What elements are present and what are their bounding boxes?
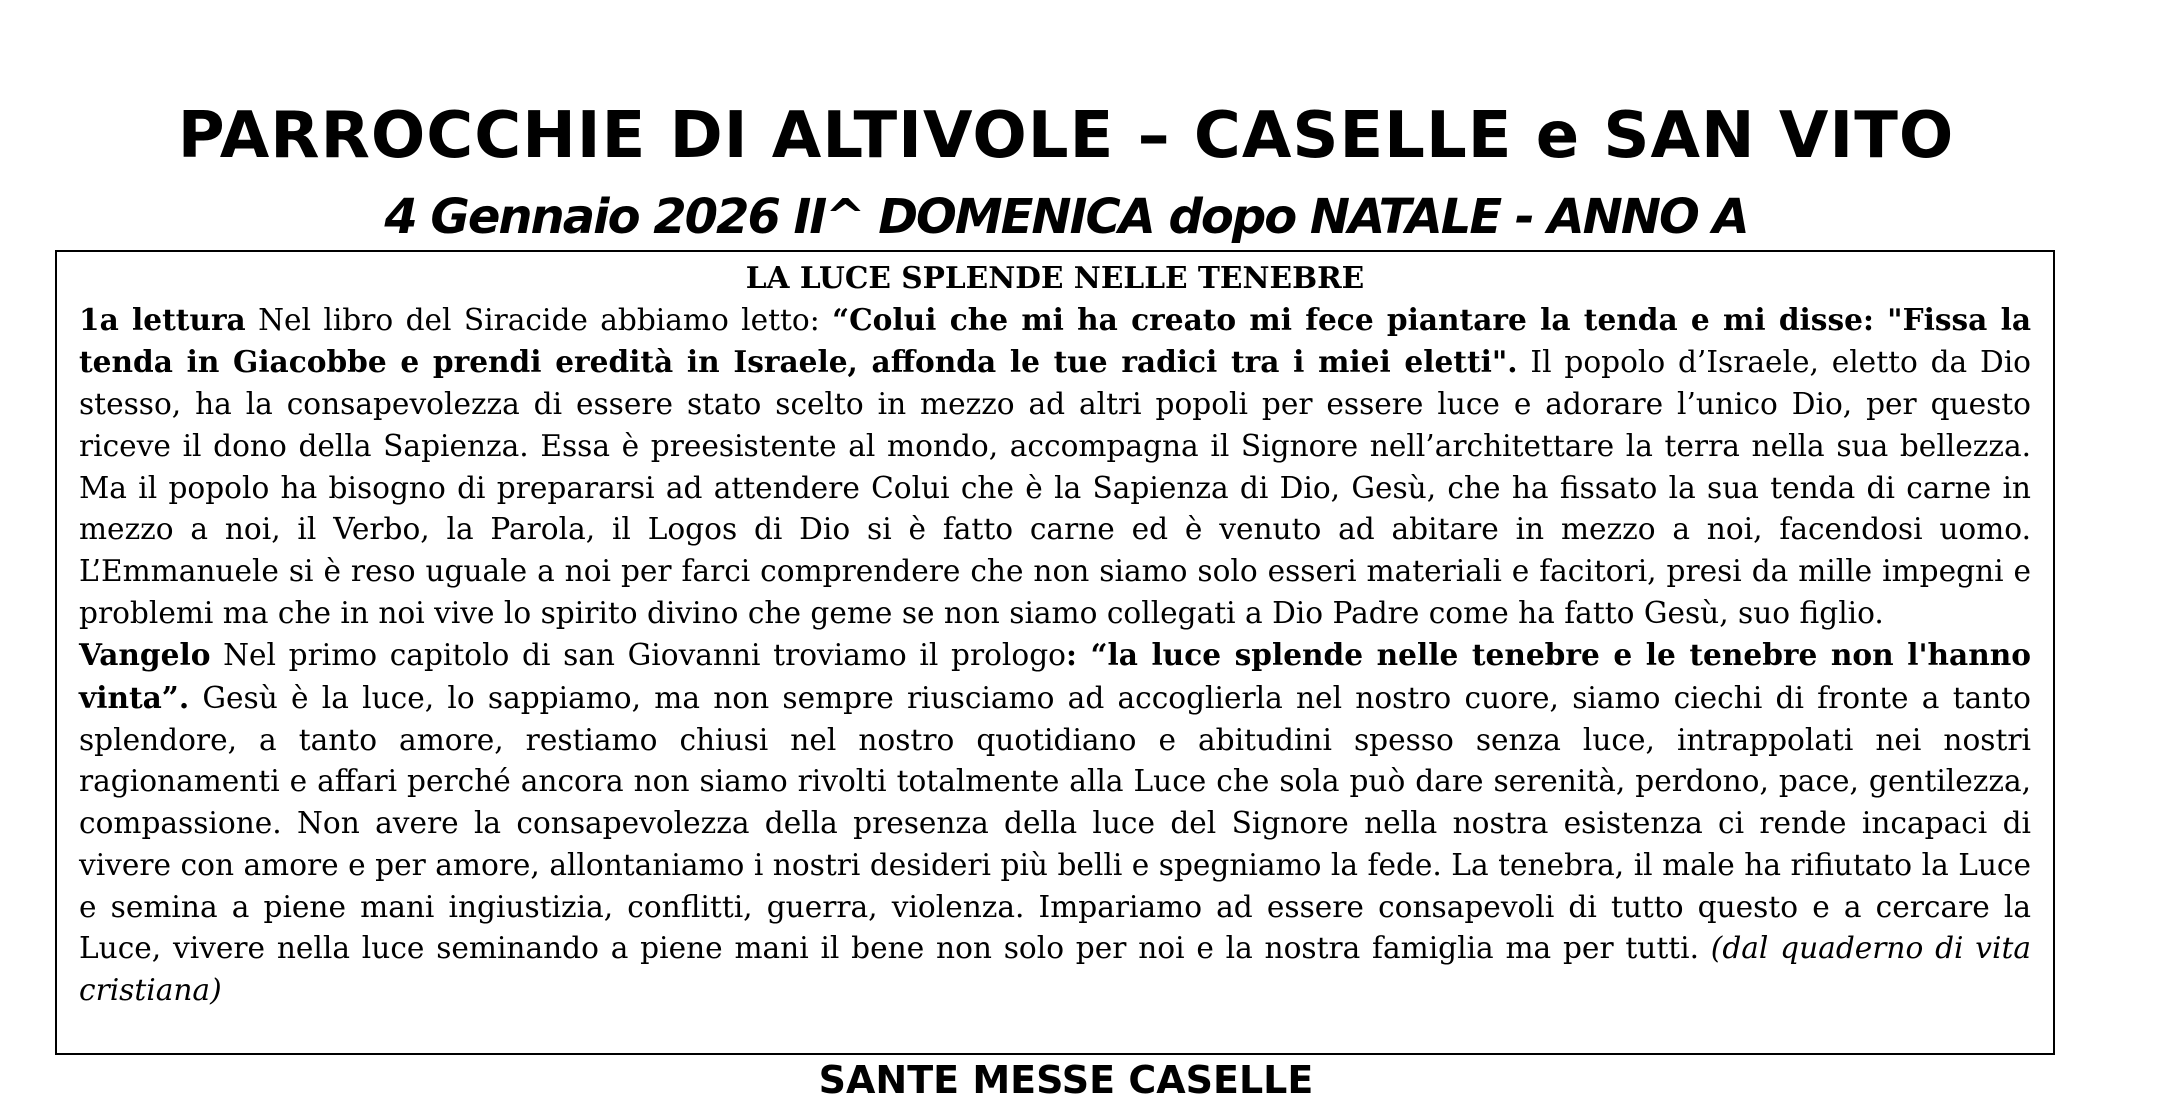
gospel-quote: : “la luce splende nelle tenebre e le tenebre non l'hanno vinta”. xyxy=(79,637,2031,716)
masses-section-heading: SANTE MESSE CASELLE xyxy=(818,1058,1314,1102)
first-reading-paragraph xyxy=(79,299,2031,635)
first-reading-label: 1a lettura xyxy=(79,301,246,337)
reflection-title: LA LUCE SPLENDE NELLE TENEBRE xyxy=(745,260,1365,295)
page-title: PARROCCHIE DI ALTIVOLE – CASELLE e SAN VITO xyxy=(177,99,1955,173)
first-reading-body: Il popolo d’Israele, eletto da Dio stesso, ha la consapevolezza di essere stato scelto in mezzo ad altri popoli per essere luce e adorare l’unico Dio, per questo riceve il dono della Sapienza. Essa è preesistente al mondo, accompagna il Signore nell’architettare la terra nella sua bellezza. Ma il popolo ha bisogno di prepararsi ad attendere Colui che è la Sapienza di Dio, Gesù, che ha fissato la sua tenda di carne in mezzo a noi, il Verbo, la Parola, il Logos di Dio si è fatto carne ed è venuto ad abitare in mezzo a noi, facendosi uomo. L’Emmanuele si è reso uguale a noi per farci comprendere che non siamo solo esseri materiali e facitori, presi da mille impegni e problemi ma che in noi vive lo spirito divino che geme se non siamo collegati a Dio Padre come ha fatto Gesù, suo figlio. xyxy=(79,345,2032,630)
gospel-body: Gesù è la luce, lo sappiamo, ma non sempre riusciamo ad accoglierla nel nostro cuore, siamo ciechi di fronte a tanto splendore, a tanto amore, restiamo chiusi nel nostro quotidiano e abitudini spesso senza luce, intrappolati nei nostri ragionamenti e affari perché ancora non siamo rivolti totalmente alla Luce che sola può dare serenità, perdono, pace, gentilezza, compassione. Non avere la consapevolezza della presenza della luce del Signore nella nostra esistenza ci rende incapaci di vivere con amore e per amore, allontaniamo i nostri desideri più belli e spegniamo la fede. La tenebra, il male ha rifiutato la Luce e semina a piene mani ingiustizia, conflitti, guerra, violenza. Impariamo ad essere consapevoli di tutto questo e a cercare la Luce, vivere nella luce seminando a piene mani il bene non solo per noi e la nostra famiglia ma per tutti. xyxy=(79,681,2031,966)
gospel-paragraph xyxy=(79,634,2031,1011)
first-reading-intro: Nel libro del Siracide abbiamo letto: xyxy=(245,302,833,337)
gospel-label: Vangelo xyxy=(79,637,211,673)
gospel-source: (dal quaderno di vita cristiana) xyxy=(79,931,2032,1007)
first-reading-quote: “Colui che mi ha creato mi fece piantare la tenda e mi disse: "Fissa la tenda in Giacobbe e prendi eredità in Israele, affonda le tue radici tra i miei eletti". xyxy=(79,301,2032,380)
reflection-box xyxy=(55,250,2055,1055)
page-subtitle: 4 Gennaio 2026 II^ DOMENICA dopo NATALE - ANNO A xyxy=(384,189,1748,245)
gospel-intro: Nel primo capitolo di san Giovanni troviamo il prologo xyxy=(210,638,1066,673)
